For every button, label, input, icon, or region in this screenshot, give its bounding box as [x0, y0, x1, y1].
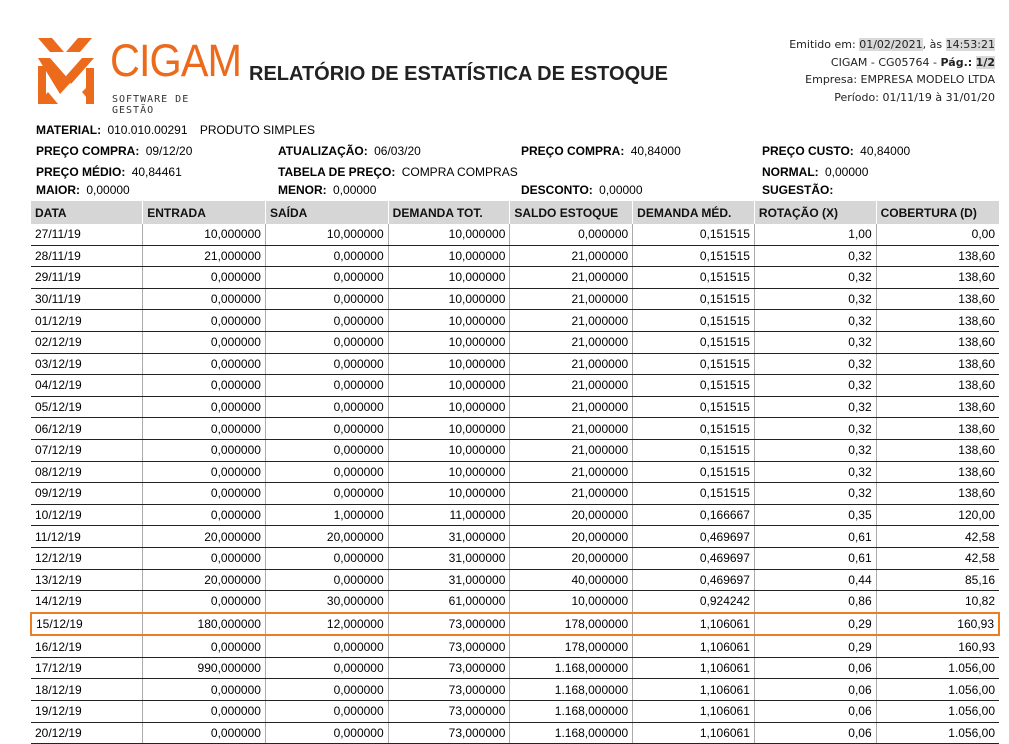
cell-data: 09/12/19 — [31, 483, 143, 505]
emitted-time: 14:53:21 — [945, 38, 995, 51]
cell-demanda-med: 0,151515 — [633, 483, 755, 505]
cell-data: 07/12/19 — [31, 439, 143, 461]
cell-rotacao: 0,06 — [754, 701, 876, 723]
cell-demanda-tot: 10,000000 — [388, 267, 510, 289]
cell-demanda-med: 0,151515 — [633, 310, 755, 332]
cell-saida: 0,000000 — [265, 331, 388, 353]
normal — [762, 165, 868, 179]
cell-rotacao: 0,35 — [754, 504, 876, 526]
cell-demanda-tot: 10,000000 — [388, 375, 510, 397]
cell-saldo-estoque: 178,000000 — [510, 613, 633, 636]
table-row — [31, 461, 999, 483]
cell-rotacao: 0,32 — [754, 439, 876, 461]
cell-data: 01/12/19 — [31, 310, 143, 332]
tabela-preco — [278, 165, 518, 179]
cell-data: 15/12/19 — [31, 613, 143, 636]
cell-demanda-med: 0,151515 — [633, 439, 755, 461]
cell-demanda-med: 0,469697 — [633, 569, 755, 591]
cell-demanda-med: 1,106061 — [633, 722, 755, 744]
cell-rotacao: 0,86 — [754, 591, 876, 613]
cell-saldo-estoque: 1.168,000000 — [510, 701, 633, 723]
cell-saida: 0,000000 — [265, 375, 388, 397]
cell-entrada: 0,000000 — [143, 418, 266, 440]
cell-entrada: 20,000000 — [143, 526, 266, 548]
table-row — [31, 569, 999, 591]
cell-saldo-estoque: 21,000000 — [510, 331, 633, 353]
cell-entrada: 0,000000 — [143, 483, 266, 505]
cell-demanda-med: 0,166667 — [633, 504, 755, 526]
cell-data: 05/12/19 — [31, 396, 143, 418]
cell-entrada: 0,000000 — [143, 461, 266, 483]
normal-label: NORMAL: — [762, 165, 819, 179]
cell-cobertura: 138,60 — [876, 310, 999, 332]
cell-demanda-tot: 10,000000 — [388, 418, 510, 440]
cell-saida: 0,000000 — [265, 657, 388, 679]
cell-entrada: 0,000000 — [143, 547, 266, 569]
maior-value: 0,00000 — [86, 183, 130, 197]
cell-entrada: 0,000000 — [143, 635, 266, 657]
cell-data: 11/12/19 — [31, 526, 143, 548]
cell-data: 14/12/19 — [31, 591, 143, 613]
table-row — [31, 613, 999, 636]
table-row — [31, 353, 999, 375]
cell-rotacao: 0,32 — [754, 353, 876, 375]
cell-saldo-estoque: 1.168,000000 — [510, 679, 633, 701]
logo-subtitle: SOFTWARE DE GESTÃO — [112, 94, 190, 116]
sugestao-label: SUGESTÃO: — [762, 183, 834, 197]
preco-medio-label: PREÇO MÉDIO: — [36, 165, 126, 179]
cell-data: 03/12/19 — [31, 353, 143, 375]
cell-saldo-estoque: 40,000000 — [510, 569, 633, 591]
cell-demanda-tot: 73,000000 — [388, 701, 510, 723]
cell-saida: 0,000000 — [265, 701, 388, 723]
cell-demanda-tot: 10,000000 — [388, 353, 510, 375]
cell-entrada: 21,000000 — [143, 245, 266, 267]
atualizacao-value: 06/03/20 — [374, 144, 421, 158]
col-saldo-estoque: SALDO ESTOQUE — [510, 201, 633, 224]
cell-entrada: 0,000000 — [143, 331, 266, 353]
cell-saldo-estoque: 21,000000 — [510, 396, 633, 418]
cell-rotacao: 1,00 — [754, 224, 876, 245]
cell-saldo-estoque: 21,000000 — [510, 267, 633, 289]
cell-saldo-estoque: 20,000000 — [510, 547, 633, 569]
cigam-logo-icon — [38, 38, 104, 104]
cell-data: 28/11/19 — [31, 245, 143, 267]
cell-demanda-med: 0,151515 — [633, 267, 755, 289]
cell-demanda-tot: 61,000000 — [388, 591, 510, 613]
cell-data: 29/11/19 — [31, 267, 143, 289]
cell-demanda-med: 0,469697 — [633, 526, 755, 548]
cell-saida: 0,000000 — [265, 722, 388, 744]
cell-entrada: 0,000000 — [143, 722, 266, 744]
cell-saldo-estoque: 21,000000 — [510, 418, 633, 440]
cigam-logo — [38, 35, 242, 116]
table-row — [31, 439, 999, 461]
cell-rotacao: 0,61 — [754, 547, 876, 569]
cell-saida: 20,000000 — [265, 526, 388, 548]
cell-saida: 10,000000 — [265, 224, 388, 245]
cell-saldo-estoque: 0,000000 — [510, 224, 633, 245]
preco-compra-data-value: 09/12/20 — [145, 144, 193, 158]
cell-saldo-estoque: 21,000000 — [510, 483, 633, 505]
cell-demanda-tot: 10,000000 — [388, 331, 510, 353]
cell-cobertura: 42,58 — [876, 526, 999, 548]
cell-demanda-med: 1,106061 — [633, 657, 755, 679]
cell-saida: 0,000000 — [265, 288, 388, 310]
preco-medio — [36, 165, 182, 179]
cell-rotacao: 0,32 — [754, 245, 876, 267]
cell-cobertura: 138,60 — [876, 375, 999, 397]
cell-cobertura: 138,60 — [876, 396, 999, 418]
cell-saldo-estoque: 21,000000 — [510, 375, 633, 397]
cell-cobertura: 42,58 — [876, 547, 999, 569]
col-demanda-med: DEMANDA MÉD. — [633, 201, 755, 224]
preco-medio-value: 40,84461 — [131, 165, 182, 179]
cell-demanda-tot: 73,000000 — [388, 635, 510, 657]
cell-saida: 0,000000 — [265, 547, 388, 569]
table-header-row — [31, 201, 999, 224]
cell-entrada: 0,000000 — [143, 591, 266, 613]
cell-cobertura: 138,60 — [876, 267, 999, 289]
preco-compra-label: PREÇO COMPRA: — [521, 144, 625, 158]
col-rotacao: ROTAÇÃO (X) — [754, 201, 876, 224]
cell-demanda-med: 1,106061 — [633, 613, 755, 636]
cell-entrada: 10,000000 — [143, 224, 266, 245]
cell-saida: 0,000000 — [265, 353, 388, 375]
cell-entrada: 0,000000 — [143, 504, 266, 526]
cell-rotacao: 0,06 — [754, 679, 876, 701]
cell-demanda-med: 0,151515 — [633, 461, 755, 483]
cell-cobertura: 160,93 — [876, 635, 999, 657]
cell-saida: 0,000000 — [265, 439, 388, 461]
cell-saida: 0,000000 — [265, 310, 388, 332]
table-row — [31, 267, 999, 289]
cell-saldo-estoque: 20,000000 — [510, 526, 633, 548]
material-desc: PRODUTO SIMPLES — [199, 123, 316, 137]
cell-data: 17/12/19 — [31, 657, 143, 679]
table-row — [31, 504, 999, 526]
cell-data: 04/12/19 — [31, 375, 143, 397]
cell-demanda-med: 0,151515 — [633, 396, 755, 418]
cell-demanda-med: 1,106061 — [633, 635, 755, 657]
cell-demanda-med: 0,151515 — [633, 375, 755, 397]
preco-custo — [762, 144, 910, 158]
cell-demanda-tot: 10,000000 — [388, 483, 510, 505]
normal-value: 0,00000 — [825, 165, 869, 179]
cell-data: 18/12/19 — [31, 679, 143, 701]
company-line: Empresa: EMPRESA MODELO LTDA — [805, 73, 995, 86]
col-entrada: ENTRADA — [143, 201, 266, 224]
cell-saldo-estoque: 21,000000 — [510, 461, 633, 483]
cell-entrada: 0,000000 — [143, 310, 266, 332]
cell-demanda-tot: 11,000000 — [388, 504, 510, 526]
cell-cobertura: 138,60 — [876, 331, 999, 353]
preco-compra-data-label: PREÇO COMPRA: — [36, 144, 140, 158]
cell-rotacao: 0,61 — [754, 526, 876, 548]
cell-saida: 0,000000 — [265, 418, 388, 440]
maior — [36, 183, 130, 197]
report-meta — [789, 36, 995, 106]
cell-rotacao: 0,32 — [754, 267, 876, 289]
preco-custo-value: 40,84000 — [860, 144, 911, 158]
cell-entrada: 0,000000 — [143, 396, 266, 418]
cell-saldo-estoque: 21,000000 — [510, 310, 633, 332]
cell-saida: 0,000000 — [265, 461, 388, 483]
cell-entrada: 0,000000 — [143, 701, 266, 723]
table-row — [31, 483, 999, 505]
cell-rotacao: 0,32 — [754, 418, 876, 440]
emitted-label: Emitido em: — [789, 38, 856, 51]
cell-demanda-tot: 10,000000 — [388, 461, 510, 483]
cell-entrada: 0,000000 — [143, 288, 266, 310]
table-row — [31, 701, 999, 723]
report-title: RELATÓRIO DE ESTATÍSTICA DE ESTOQUE — [249, 63, 668, 85]
cell-cobertura: 138,60 — [876, 439, 999, 461]
cell-demanda-med: 0,469697 — [633, 547, 755, 569]
cell-cobertura: 138,60 — [876, 288, 999, 310]
cell-cobertura: 120,00 — [876, 504, 999, 526]
table-row — [31, 288, 999, 310]
cell-data: 06/12/19 — [31, 418, 143, 440]
cell-demanda-tot: 73,000000 — [388, 679, 510, 701]
cell-saida: 30,000000 — [265, 591, 388, 613]
cell-rotacao: 0,06 — [754, 722, 876, 744]
table-row — [31, 310, 999, 332]
cell-data: 12/12/19 — [31, 547, 143, 569]
cell-demanda-med: 0,151515 — [633, 418, 755, 440]
cell-entrada: 0,000000 — [143, 353, 266, 375]
cell-rotacao: 0,32 — [754, 310, 876, 332]
cell-saida: 0,000000 — [265, 396, 388, 418]
cell-demanda-tot: 31,000000 — [388, 569, 510, 591]
cell-demanda-med: 1,106061 — [633, 701, 755, 723]
table-row — [31, 679, 999, 701]
cell-rotacao: 0,32 — [754, 483, 876, 505]
cell-rotacao: 0,06 — [754, 657, 876, 679]
cell-cobertura: 10,82 — [876, 591, 999, 613]
cell-saida: 0,000000 — [265, 483, 388, 505]
cell-data: 08/12/19 — [31, 461, 143, 483]
cell-entrada: 0,000000 — [143, 679, 266, 701]
cell-demanda-tot: 31,000000 — [388, 526, 510, 548]
cell-rotacao: 0,29 — [754, 613, 876, 636]
table-row — [31, 526, 999, 548]
cell-cobertura: 160,93 — [876, 613, 999, 636]
col-data: DATA — [31, 201, 143, 224]
cell-rotacao: 0,29 — [754, 635, 876, 657]
cell-demanda-tot: 10,000000 — [388, 310, 510, 332]
material-label: MATERIAL: — [36, 123, 102, 137]
preco-compra-value: 40,84000 — [630, 144, 681, 158]
cell-demanda-med: 1,106061 — [633, 679, 755, 701]
cell-demanda-med: 0,151515 — [633, 245, 755, 267]
col-cobertura: COBERTURA (D) — [876, 201, 999, 224]
page-label: Pág.: — [940, 55, 973, 69]
cell-entrada: 180,000000 — [143, 613, 266, 636]
desconto-value: 0,00000 — [599, 183, 643, 197]
tabela-preco-value: COMPRA COMPRAS — [401, 165, 518, 179]
table-row — [31, 396, 999, 418]
cell-rotacao: 0,44 — [754, 569, 876, 591]
menor-value: 0,00000 — [333, 183, 377, 197]
cell-demanda-tot: 10,000000 — [388, 396, 510, 418]
cell-data: 27/11/19 — [31, 224, 143, 245]
table-row — [31, 331, 999, 353]
cell-demanda-tot: 73,000000 — [388, 657, 510, 679]
table-row — [31, 224, 999, 245]
cell-demanda-tot: 10,000000 — [388, 439, 510, 461]
cell-demanda-med: 0,924242 — [633, 591, 755, 613]
stock-statistics-table — [30, 201, 1000, 744]
table-row — [31, 657, 999, 679]
cell-cobertura: 138,60 — [876, 483, 999, 505]
cell-data: 13/12/19 — [31, 569, 143, 591]
period-line: Período: 01/11/19 à 31/01/20 — [834, 90, 995, 104]
cell-saldo-estoque: 21,000000 — [510, 439, 633, 461]
cell-cobertura: 0,00 — [876, 224, 999, 245]
cell-data: 16/12/19 — [31, 635, 143, 657]
cell-cobertura: 138,60 — [876, 418, 999, 440]
cell-saida: 12,000000 — [265, 613, 388, 636]
cell-saldo-estoque: 20,000000 — [510, 504, 633, 526]
cell-saldo-estoque: 10,000000 — [510, 591, 633, 613]
preco-compra — [521, 144, 681, 158]
cell-saldo-estoque: 21,000000 — [510, 353, 633, 375]
code-line — [789, 54, 995, 72]
cell-cobertura: 1.056,00 — [876, 722, 999, 744]
preco-custo-label: PREÇO CUSTO: — [762, 144, 854, 158]
material-info — [36, 123, 315, 137]
tabela-preco-label: TABELA DE PREÇO: — [278, 165, 396, 179]
atualizacao-label: ATUALIZAÇÃO: — [278, 144, 368, 158]
emitted-line — [789, 36, 995, 54]
material-value: 010.010.00291 — [107, 123, 188, 137]
report-code: CIGAM - CG05764 - — [830, 55, 938, 69]
emitted-date: 01/02/2021 — [859, 38, 923, 51]
cell-data: 20/12/19 — [31, 722, 143, 744]
cell-demanda-tot: 31,000000 — [388, 547, 510, 569]
table-row — [31, 547, 999, 569]
cell-demanda-tot: 10,000000 — [388, 245, 510, 267]
cell-rotacao: 0,32 — [754, 375, 876, 397]
cell-entrada: 20,000000 — [143, 569, 266, 591]
cell-saldo-estoque: 21,000000 — [510, 245, 633, 267]
table-row — [31, 245, 999, 267]
cell-entrada: 0,000000 — [143, 267, 266, 289]
atualizacao — [278, 144, 421, 158]
sugestao — [762, 183, 833, 197]
cell-entrada: 0,000000 — [143, 439, 266, 461]
page-number: 1/2 — [975, 55, 995, 69]
cell-cobertura: 138,60 — [876, 245, 999, 267]
cell-data: 19/12/19 — [31, 701, 143, 723]
maior-label: MAIOR: — [36, 183, 80, 197]
cell-cobertura: 1.056,00 — [876, 657, 999, 679]
menor-label: MENOR: — [278, 183, 327, 197]
table-row — [31, 375, 999, 397]
cell-cobertura: 138,60 — [876, 461, 999, 483]
cell-saldo-estoque: 1.168,000000 — [510, 722, 633, 744]
cell-saldo-estoque: 178,000000 — [510, 635, 633, 657]
cell-demanda-med: 0,151515 — [633, 288, 755, 310]
desconto — [521, 183, 643, 197]
cell-data: 02/12/19 — [31, 331, 143, 353]
cell-rotacao: 0,32 — [754, 288, 876, 310]
cell-demanda-tot: 73,000000 — [388, 722, 510, 744]
cell-data: 30/11/19 — [31, 288, 143, 310]
cell-saida: 0,000000 — [265, 569, 388, 591]
cell-demanda-tot: 73,000000 — [388, 613, 510, 636]
cell-saldo-estoque: 21,000000 — [510, 288, 633, 310]
cell-saldo-estoque: 1.168,000000 — [510, 657, 633, 679]
cell-rotacao: 0,32 — [754, 396, 876, 418]
cell-saida: 0,000000 — [265, 635, 388, 657]
desconto-label: DESCONTO: — [521, 183, 593, 197]
cell-demanda-tot: 10,000000 — [388, 224, 510, 245]
emitted-sep: , às — [922, 38, 943, 51]
table-row — [31, 418, 999, 440]
cell-cobertura: 1.056,00 — [876, 679, 999, 701]
cell-demanda-med: 0,151515 — [633, 353, 755, 375]
cell-saida: 0,000000 — [265, 245, 388, 267]
cell-saida: 1,000000 — [265, 504, 388, 526]
cell-rotacao: 0,32 — [754, 461, 876, 483]
cell-entrada: 0,000000 — [143, 375, 266, 397]
cell-entrada: 990,000000 — [143, 657, 266, 679]
menor — [278, 183, 376, 197]
table-row — [31, 591, 999, 613]
cell-cobertura: 138,60 — [876, 353, 999, 375]
cell-cobertura: 1.056,00 — [876, 701, 999, 723]
logo-wordmark: CIGAM — [110, 35, 242, 86]
cell-demanda-tot: 10,000000 — [388, 288, 510, 310]
cell-demanda-med: 0,151515 — [633, 331, 755, 353]
cell-data: 10/12/19 — [31, 504, 143, 526]
preco-compra-data — [36, 144, 192, 158]
table-row — [31, 635, 999, 657]
col-saida: SAÍDA — [265, 201, 388, 224]
cell-demanda-med: 0,151515 — [633, 224, 755, 245]
cell-saida: 0,000000 — [265, 679, 388, 701]
cell-saida: 0,000000 — [265, 267, 388, 289]
cell-cobertura: 85,16 — [876, 569, 999, 591]
cell-rotacao: 0,32 — [754, 331, 876, 353]
col-demanda-tot: DEMANDA TOT. — [388, 201, 510, 224]
